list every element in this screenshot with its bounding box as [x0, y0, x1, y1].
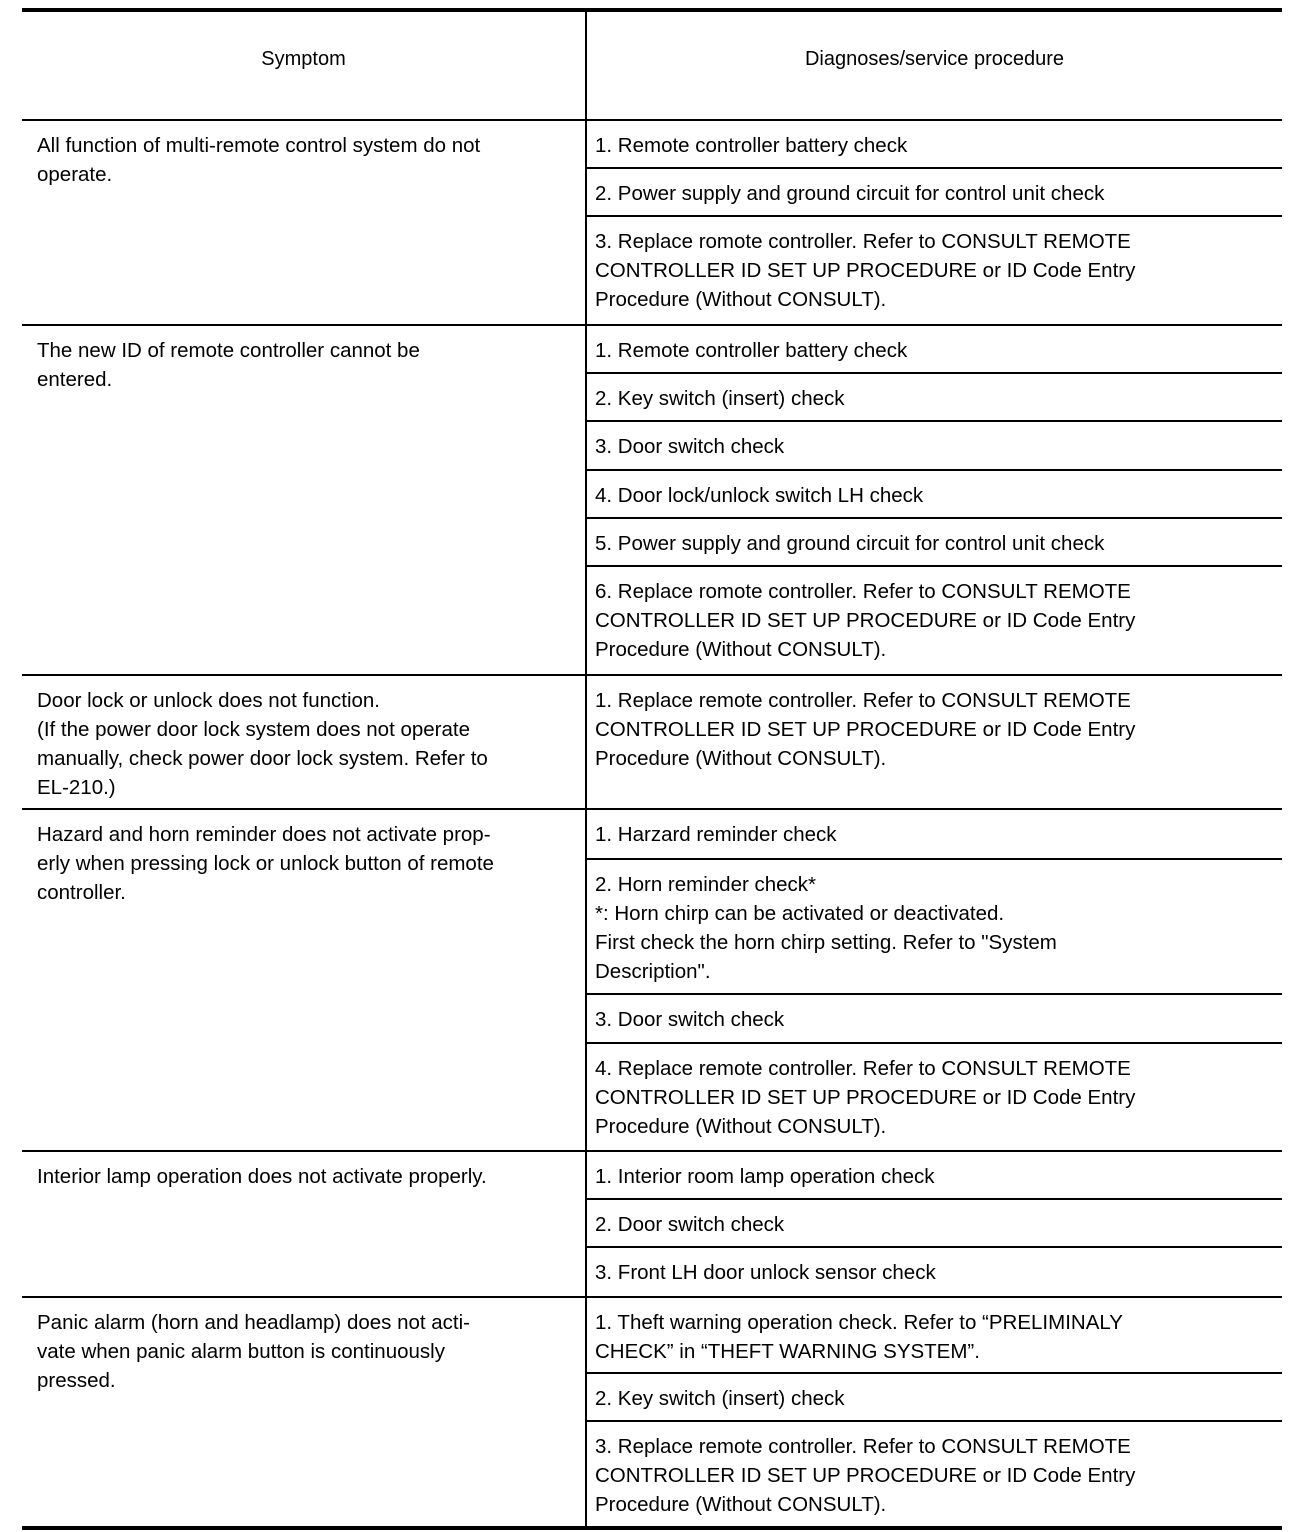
procedure-list [587, 121, 1282, 324]
symptom-cell: All function of multi-remote control system do not operate. [22, 121, 587, 324]
procedure-step: 2. Horn reminder check* *: Horn chirp can be activated or deactivated. First check the horn chirp setting. Refer to "System Description". [587, 860, 1282, 995]
procedure-step: 1. Remote controller battery check [587, 121, 1282, 169]
symptom-cell: Interior lamp operation does not activate properly. [22, 1152, 587, 1296]
procedure-step: 1. Interior room lamp operation check [587, 1152, 1282, 1200]
table-header [22, 12, 1282, 121]
procedure-list [587, 326, 1282, 674]
procedure-step: 5. Power supply and ground circuit for control unit check [587, 519, 1282, 567]
table-row [22, 1298, 1282, 1526]
symptom-cell: Panic alarm (horn and headlamp) does not acti- vate when panic alarm button is continuously pressed. [22, 1298, 587, 1526]
table-row [22, 676, 1282, 810]
table-row [22, 810, 1282, 1152]
procedure-list [587, 810, 1282, 1150]
procedure-list [587, 1152, 1282, 1296]
procedure-step: 1. Replace remote controller. Refer to CONSULT REMOTE CONTROLLER ID SET UP PROCEDURE or ID Code Entry Procedure (Without CONSULT). [595, 689, 1136, 770]
procedure-header: Diagnoses/service procedure [804, 48, 1065, 70]
procedure-step: 2. Power supply and ground circuit for control unit check [587, 169, 1282, 217]
diagnosis-table [22, 8, 1282, 1530]
symptom-header: Symptom [22, 12, 587, 119]
procedure-step: 2. Door switch check [587, 1200, 1282, 1248]
procedure-step: 1. Theft warning operation check. Refer to “PRELIMINALY CHECK” in “THEFT WARNING SYSTEM”. [587, 1298, 1282, 1374]
procedure-list [587, 676, 1282, 808]
symptom-cell: Hazard and horn reminder does not activate prop- erly when pressing lock or unlock button of remote controller. [22, 810, 587, 1150]
table-row [22, 326, 1282, 676]
procedure-step: 6. Replace romote controller. Refer to CONSULT REMOTE CONTROLLER ID SET UP PROCEDURE or ID Code Entry Procedure (Without CONSULT). [595, 580, 1136, 661]
procedure-list [587, 1298, 1282, 1526]
procedure-step: 2. Key switch (insert) check [587, 374, 1282, 422]
procedure-step: 4. Door lock/unlock switch LH check [587, 471, 1282, 519]
procedure-step: 4. Replace remote controller. Refer to CONSULT REMOTE CONTROLLER ID SET UP PROCEDURE or ID Code Entry Procedure (Without CONSULT). [595, 1057, 1136, 1138]
table-row [22, 121, 1282, 326]
procedure-step: 3. Replace romote controller. Refer to CONSULT REMOTE CONTROLLER ID SET UP PROCEDURE or ID Code Entry Procedure (Without CONSULT). [595, 230, 1136, 311]
symptom-cell: Door lock or unlock does not function. (If the power door lock system does not operate manually, check power door lock system. Refer to EL-210.) [22, 676, 587, 808]
symptom-cell: The new ID of remote controller cannot be entered. [22, 326, 587, 674]
procedure-step: 3. Door switch check [587, 995, 1282, 1044]
procedure-step: 3. Front LH door unlock sensor check [595, 1261, 936, 1284]
table-row [22, 1152, 1282, 1298]
procedure-step: 1. Remote controller battery check [587, 326, 1282, 374]
procedure-step: 3. Door switch check [587, 422, 1282, 471]
procedure-step: 1. Harzard reminder check [587, 810, 1282, 860]
procedure-step: 2. Key switch (insert) check [587, 1374, 1282, 1422]
procedure-step: 3. Replace remote controller. Refer to CONSULT REMOTE CONTROLLER ID SET UP PROCEDURE or ID Code Entry Procedure (Without CONSULT). [595, 1435, 1136, 1516]
